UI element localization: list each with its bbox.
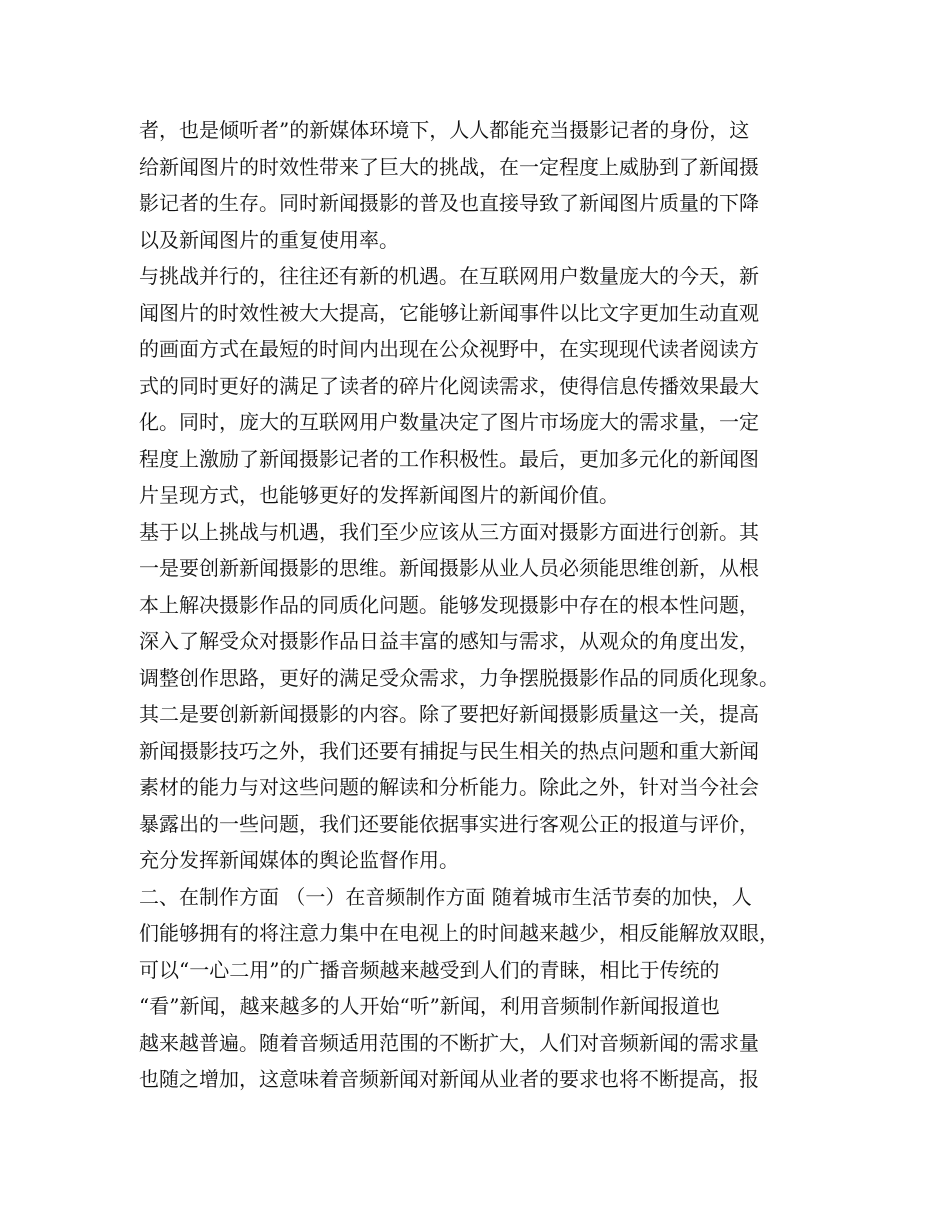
- text-line: 新闻摄影技巧之外，我们还要有捕捉与民生相关的热点问题和重大新闻: [139, 738, 759, 763]
- text-line: 闻图片的时效性被大大提高，它能够让新闻事件以比文字更加生动直观: [139, 300, 759, 325]
- text-line: 也随之增加，这意味着音频新闻对新闻从业者的要求也将不断提高，报: [139, 1067, 759, 1091]
- text-line: 其二是要创新新闻摄影的内容。除了要把好新闻摄影质量这一关，提高: [139, 702, 759, 726]
- text-line: 程度上激励了新闻摄影记者的工作积极性。最后，更加多元化的新闻图: [139, 446, 759, 471]
- text-line: 本上解决摄影作品的同质化问题。能够发现摄影中存在的根本性问题，: [139, 592, 759, 617]
- text-line: 调整创作思路，更好的满足受众需求，力争摆脱摄影作品的同质化现象。: [139, 665, 779, 690]
- text-line: 者，也是倾听者”的新媒体环境下，人人都能充当摄影记者的身份，这: [139, 118, 750, 142]
- text-line: 化。同时，庞大的互联网用户数量决定了图片市场庞大的需求量，一定: [139, 410, 759, 434]
- text-line: 深入了解受众对摄影作品日益丰富的感知与需求，从观众的角度出发，: [139, 629, 759, 653]
- text-line: 以及新闻图片的重复使用率。: [139, 227, 399, 252]
- text-line: 片呈现方式，也能够更好的发挥新闻图片的新闻价值。: [139, 483, 619, 507]
- text-line: 与挑战并行的，往往还有新的机遇。在互联网用户数量庞大的今天，新: [139, 264, 759, 288]
- text-line: 一是要创新新闻摄影的思维。新闻摄影从业人员必须能思维创新，从根: [139, 556, 759, 580]
- text-line: 们能够拥有的将注意力集中在电视上的时间越来越少，相反能解放双眼，: [139, 921, 779, 945]
- text-line: “看”新闻，越来越多的人开始“听”新闻，利用音频制作新闻报道也: [139, 994, 720, 1018]
- text-line: 给新闻图片的时效性带来了巨大的挑战，在一定程度上威胁到了新闻摄: [139, 154, 759, 179]
- text-line: 式的同时更好的满足了读者的碎片化阅读需求，使得信息传播效果最大: [139, 373, 759, 398]
- text-line: 可以“一心二用”的广播音频越来越受到人们的青睐，相比于传统的: [139, 957, 720, 982]
- text-line: 素材的能力与对这些问题的解读和分析能力。除此之外，针对当今社会: [139, 775, 759, 799]
- text-line: 基于以上挑战与机遇，我们至少应该从三方面对摄影方面进行创新。其: [139, 519, 759, 544]
- text-line: 越来越普遍。随着音频适用范围的不断扩大，人们对音频新闻的需求量: [139, 1030, 759, 1055]
- body-text: [139, 112, 829, 1098]
- text-line: 充分发挥新闻媒体的舆论监督作用。: [139, 848, 459, 872]
- text-line: 的画面方式在最短的时间内出现在公众视野中，在实现现代读者阅读方: [139, 337, 759, 361]
- text-line: 暴露出的一些问题，我们还要能依据事实进行客观公正的报道与评价，: [139, 811, 759, 836]
- text-line: 影记者的生存。同时新闻摄影的普及也直接导致了新闻图片质量的下降: [139, 191, 759, 215]
- text-line: 二、在制作方面 （一）在音频制作方面 随着城市生活节奏的加快，人: [139, 884, 752, 909]
